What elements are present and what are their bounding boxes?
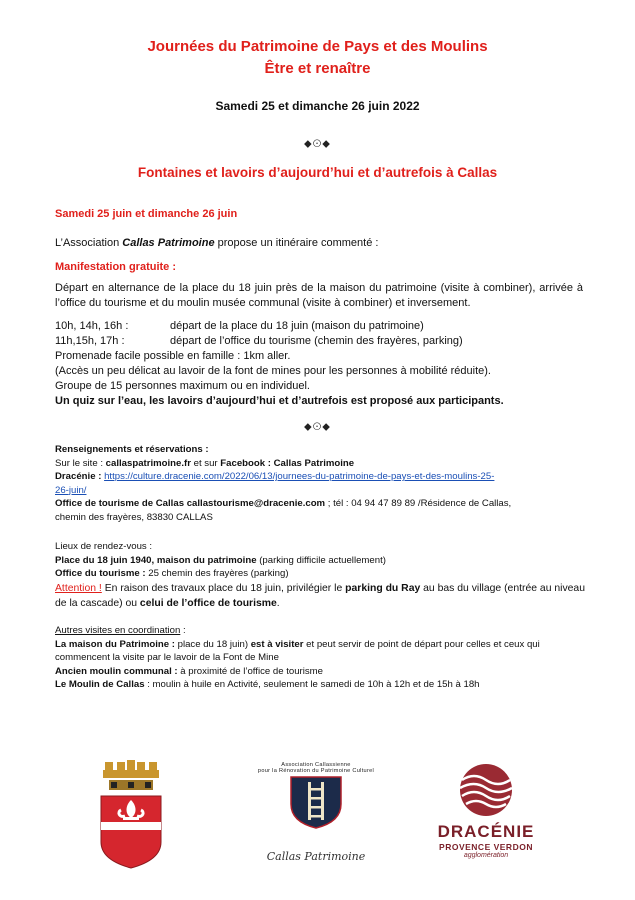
schedule-row xyxy=(55,334,583,349)
visit-highlight: est à visiter xyxy=(250,638,304,650)
visits-heading-text: Autres visites en coordination xyxy=(55,625,181,636)
office-line xyxy=(55,497,585,511)
callas-coat-of-arms xyxy=(95,760,167,870)
dracenie-logo xyxy=(432,762,540,870)
attention-parking: parking du Ray xyxy=(345,582,421,594)
visit-text: : moulin à huile en Activité, seulement le samedi de 10h à 12h et de 15h à 18h xyxy=(144,679,480,690)
visit-item xyxy=(55,638,585,665)
ornament-divider: ⬥⊙⬥ xyxy=(304,421,331,433)
meeting-place-2 xyxy=(55,567,585,581)
event-date-line: Samedi 25 juin et dimanche 26 juin xyxy=(55,208,238,220)
assoc-line1: Association Callassienne xyxy=(281,762,351,768)
office-address: chemin des frayères, 83830 CALLAS xyxy=(55,511,213,523)
visit-text: et peut servir de point de départ pour celles et ceux qui commencent la visite par le lavoir de la Font de Mine xyxy=(55,638,540,663)
schedule-times: 10h, 14h, 16h : xyxy=(55,320,129,332)
dracenie-agglomeration: agglomération xyxy=(463,852,509,859)
meeting-place-1 xyxy=(55,554,585,568)
coat-of-arms-icon xyxy=(95,760,167,870)
meeting-heading: Lieux de rendez-vous : xyxy=(55,541,153,552)
office-email[interactable]: Office de tourisme de Callas callastourisme@dracenie.com xyxy=(55,498,326,509)
ornament-divider: ⬥⊙⬥ xyxy=(304,138,331,150)
intro-assoc-name: Callas Patrimoine xyxy=(122,237,215,249)
visit-item xyxy=(55,665,585,679)
dracenie-link-cont[interactable]: 26-juin/ xyxy=(55,484,87,496)
event-dates: Samedi 25 et dimanche 26 juin 2022 xyxy=(215,99,420,113)
meeting-place-1-name: Place du 18 juin 1940, maison du patrimoine xyxy=(55,554,257,566)
free-label: Manifestation gratuite : xyxy=(55,261,177,273)
dracenie-wordmark: DRACÉNIE xyxy=(437,822,535,841)
meeting-place-1-note: (parking difficile actuellement) xyxy=(256,554,386,566)
visits-heading xyxy=(55,624,585,638)
facebook-link[interactable]: Facebook : Callas Patrimoine xyxy=(220,457,355,469)
dracenie-emblem-icon xyxy=(432,762,540,818)
visits-section xyxy=(55,624,585,692)
visit-name: Le Moulin de Callas xyxy=(55,679,145,690)
schedule xyxy=(55,319,583,409)
attention-office: celui de l’office de tourisme xyxy=(139,597,277,609)
schedule-row xyxy=(55,319,583,334)
intro-suffix: propose un itinéraire commenté : xyxy=(214,237,379,249)
visit-text: à proximité de l’office de tourisme xyxy=(177,665,324,677)
info-heading: Renseignements et réservations : xyxy=(55,444,209,455)
info-site-line xyxy=(55,457,585,471)
page-subtitle: Être et renaître xyxy=(264,60,371,77)
info-section xyxy=(55,443,585,524)
callas-patrimoine-logo xyxy=(255,762,377,870)
visit-name: Ancien moulin communal : xyxy=(55,665,178,677)
site-link[interactable]: callaspatrimoine.fr xyxy=(105,457,191,469)
office-phone: ; tél : 04 94 47 89 89 /Résidence de Callas, xyxy=(325,498,512,509)
intro-paragraph xyxy=(55,236,583,251)
meeting-place-2-note: 25 chemin des frayères (parking) xyxy=(145,568,289,579)
assoc-line2: pour la Rénovation du Patrimoine Culturel xyxy=(257,768,375,774)
dracenie-link[interactable]: https://culture.dracenie.com/2022/06/13/journees-du-patrimoine-de-pays-et-des-moulins-25- xyxy=(104,471,495,482)
schedule-place: départ de l’office du tourisme (chemin des frayères, parking) xyxy=(170,335,463,347)
visits-heading-colon: : xyxy=(180,625,186,636)
visit-item xyxy=(55,678,585,692)
visit-name: La maison du Patrimoine : xyxy=(55,638,175,650)
walk-info: Promenade facile possible en famille : 1km aller. xyxy=(55,350,291,362)
attention-label: Attention ! xyxy=(55,582,102,594)
meeting-place-2-name: Office du tourisme : xyxy=(55,568,146,579)
quiz-info: Un quiz sur l’eau, les lavoirs d’aujourd’hui et d’autrefois est proposé aux participants. xyxy=(55,395,504,407)
dracenie-subline: PROVENCE VERDON xyxy=(439,842,533,852)
event-title: Fontaines et lavoirs d’aujourd’hui et d’autrefois à Callas xyxy=(137,165,498,180)
ladder-shield-icon xyxy=(255,774,377,830)
access-info: (Accès un peu délicat au lavoir de la font de mines pour les personnes à mobilité réduite). xyxy=(55,365,491,377)
site-mid: et sur xyxy=(190,457,221,469)
dracenie-label: Dracénie : xyxy=(55,471,105,482)
visit-text: place du 18 juin) xyxy=(174,638,251,650)
attention-end: . xyxy=(276,597,280,609)
assoc-signature: Callas Patrimoine xyxy=(266,850,366,863)
page-title: Journées du Patrimoine de Pays et des Moulins xyxy=(147,38,488,55)
attention-notice xyxy=(55,581,585,611)
meeting-section xyxy=(55,540,585,611)
intro-prefix: L’Association xyxy=(55,237,123,249)
attention-text: au bas du village (entrée au niveau de la cascade) ou xyxy=(55,582,585,609)
site-prefix: Sur le site : xyxy=(55,457,106,469)
schedule-place: départ de la place du 18 juin (maison du patrimoine) xyxy=(170,320,424,332)
attention-text: En raison des travaux place du 18 juin, privilégier le xyxy=(101,582,346,594)
group-info: Groupe de 15 personnes maximum ou en individuel. xyxy=(55,380,310,392)
departure-paragraph: Départ en alternance de la place du 18 juin près de la maison du patrimoine (visite à combiner), arrivée à l’office du tourisme et du moulin musée communal (visite à combiner) et inversement. xyxy=(55,282,583,309)
dracenie-line xyxy=(55,470,585,484)
schedule-times: 11h,15h, 17h : xyxy=(55,335,125,347)
